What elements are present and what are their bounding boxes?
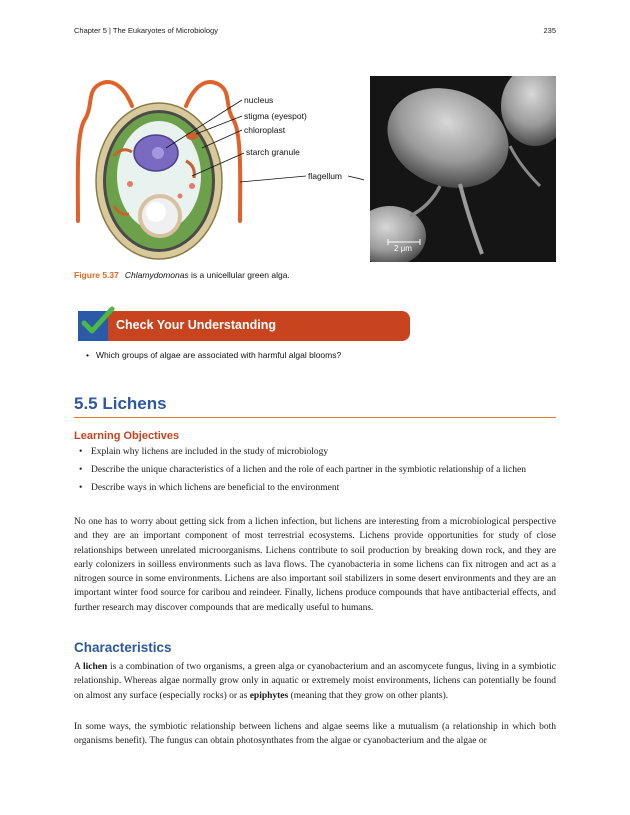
page-header xyxy=(74,26,556,35)
figure-5-37 xyxy=(74,76,556,262)
text-run: is a combination of two organisms, a green alga or cyanobacterium and an ascomycete fungus, living in a symbiotic relationship. Whereas algae normally grow only in aquatic or extremely moist environments, lichens can potentially be found on almost any surface (especially rocks) or as xyxy=(74,662,556,701)
cell-illustration xyxy=(74,76,364,262)
granule xyxy=(127,181,133,187)
intro-paragraph: No one has to worry about getting sick from a lichen infection, but lichens are interesting from a microbiological perspective and they are an important component of most terrestrial ecosystems. Lichens provide opportunities for study of close relationships between unrelated microorganisms. Lichens contribute to soil production by breaking down rock, and they are early colonizers in soilless environments such as lava flows. The cyanobacteria in some lichens can fix nitrogen and act as a nitrogen source in some environments. Lichens are also important soil stabilizers in some desert environments and they are an important winter food source for caribou and reindeer. Finally, lichens produce compounds that have antibacterial effects, and further research may discover compounds that are medically useful to humans. xyxy=(74,517,556,613)
check-understanding-banner xyxy=(78,311,410,341)
nucleolus xyxy=(152,147,164,159)
learning-objectives-title: Learning Objectives xyxy=(74,430,180,442)
flagellum-leader-photo xyxy=(348,176,364,204)
list-item: • Describe the unique characteristics of a lichen and the role of each partner in the symbiotic relationship of a lichen xyxy=(74,463,556,477)
term-lichen: lichen xyxy=(83,662,108,672)
page-number: 235 xyxy=(543,26,556,35)
label-starch-granule: starch granule xyxy=(246,147,300,157)
text-run: A xyxy=(74,662,84,672)
check-icon-box xyxy=(78,311,108,341)
label-nucleus: nucleus xyxy=(244,95,274,105)
caption-genus: Chlamydomonas xyxy=(124,270,189,280)
check-understanding-title: Check Your Understanding xyxy=(116,318,276,332)
label-stigma: stigma (eyespot) xyxy=(244,111,307,121)
scale-bar-label: 2 μm xyxy=(394,244,412,253)
eyespot xyxy=(186,132,198,140)
chapter-title: Chapter 5 | The Eukaryotes of Microbiology xyxy=(74,26,218,35)
symbiosis-paragraph: In some ways, the symbiotic relationship between lichens and algae seems like a mutualism (a relationship in which both organisms benefit). The fungus can obtain photosynthates from the algae or cyanobacterium and the algae or xyxy=(74,722,556,747)
pyrenoid-highlight xyxy=(146,202,166,222)
list-item: • Explain why lichens are included in the study of microbiology xyxy=(74,445,556,459)
term-epiphytes: epiphytes xyxy=(249,690,289,701)
characteristics-heading: Characteristics xyxy=(74,640,172,655)
lichen-definition-paragraph xyxy=(74,660,556,703)
sem-photo xyxy=(370,76,556,262)
micrograph-image xyxy=(370,76,556,262)
learning-objectives-list xyxy=(74,445,556,499)
figure-caption xyxy=(74,270,290,280)
flagellum-leader xyxy=(240,176,306,182)
chlamydomonas-diagram xyxy=(74,76,364,262)
text-run: (meaning that they grow on other plants). xyxy=(288,690,449,701)
section-title: 5.5 Lichens xyxy=(74,394,556,418)
figure-number: Figure 5.37 xyxy=(74,270,119,280)
caption-text: is a unicellular green alga. xyxy=(188,270,290,280)
granule xyxy=(178,194,183,199)
checkmark-icon xyxy=(80,305,116,339)
granule xyxy=(189,183,195,189)
list-item: • Describe ways in which lichens are beneficial to the environment xyxy=(74,481,556,495)
label-chloroplast: chloroplast xyxy=(244,125,286,135)
label-flagellum: flagellum xyxy=(308,171,343,181)
check-question: • Which groups of algae are associated with harmful algal blooms? xyxy=(96,350,341,360)
